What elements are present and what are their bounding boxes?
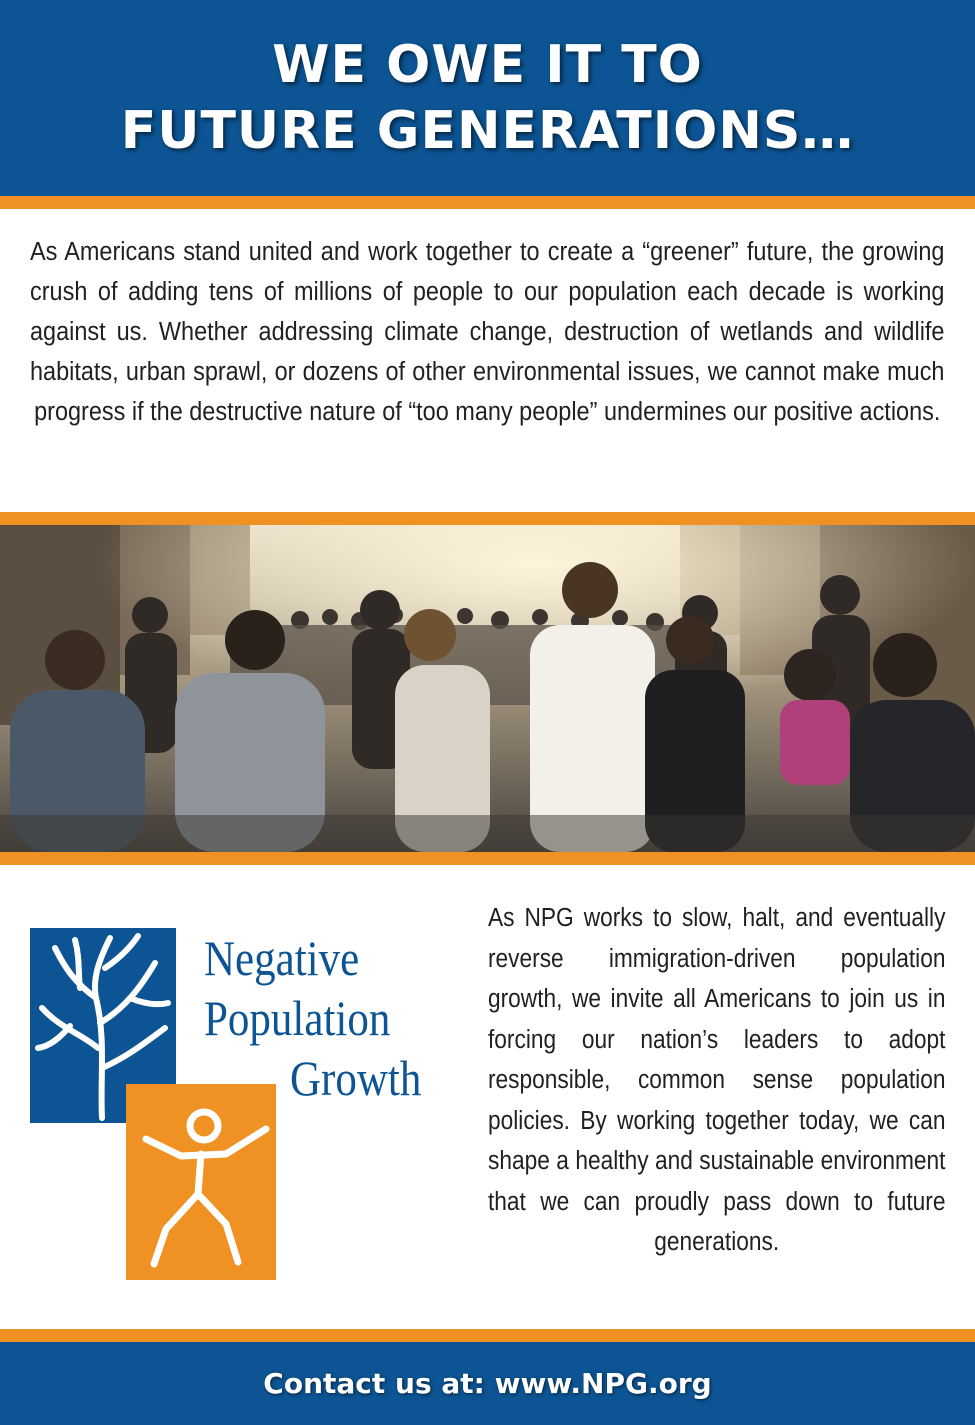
headline-line-2: FUTURE GENERATIONS… [120, 101, 855, 161]
headline-line-1: WE OWE IT TO [272, 35, 703, 95]
contact-link[interactable]: Contact us at: www.NPG.org [263, 1367, 712, 1400]
header-banner [0, 0, 975, 196]
npg-pitch-paragraph [488, 898, 945, 1263]
orange-divider-photo-bottom [0, 852, 975, 865]
logo-word-growth: Growth [290, 1050, 422, 1106]
footer-banner [0, 1342, 975, 1425]
npg-logo[interactable] [30, 928, 470, 1280]
orange-divider-photo-top [0, 512, 975, 525]
logo-orange-square [126, 1084, 276, 1280]
logo-wordmark [198, 928, 473, 1108]
intro-paragraph: As Americans stand united and work together to create a “greener” future, the growing crush of adding tens of millions of people to our population each decade is working against us. Whether addressing climate change, destruction of wetlands and wildlife habitats, urban sprawl, or dozens of other environmental issues, we cannot make much progress if the destructive nature of “too many people” undermines our positive actions. [30, 238, 945, 426]
crowd-photo [0, 525, 975, 852]
person-figure-icon [126, 1084, 276, 1280]
orange-divider-top [0, 196, 975, 209]
logo-word-population: Population [204, 990, 391, 1046]
orange-divider-bottom [0, 1329, 975, 1342]
npg-pitch-text: As NPG works to slow, halt, and eventually reverse immigration-driven population growth, we invite all Americans to join us in forcing our nation’s leaders to adopt responsible, common sense population policies. By working together today, we can shape a healthy and sustainable environment that we can proudly pass down to future generations. [488, 904, 946, 1256]
logo-word-negative: Negative [204, 930, 360, 986]
